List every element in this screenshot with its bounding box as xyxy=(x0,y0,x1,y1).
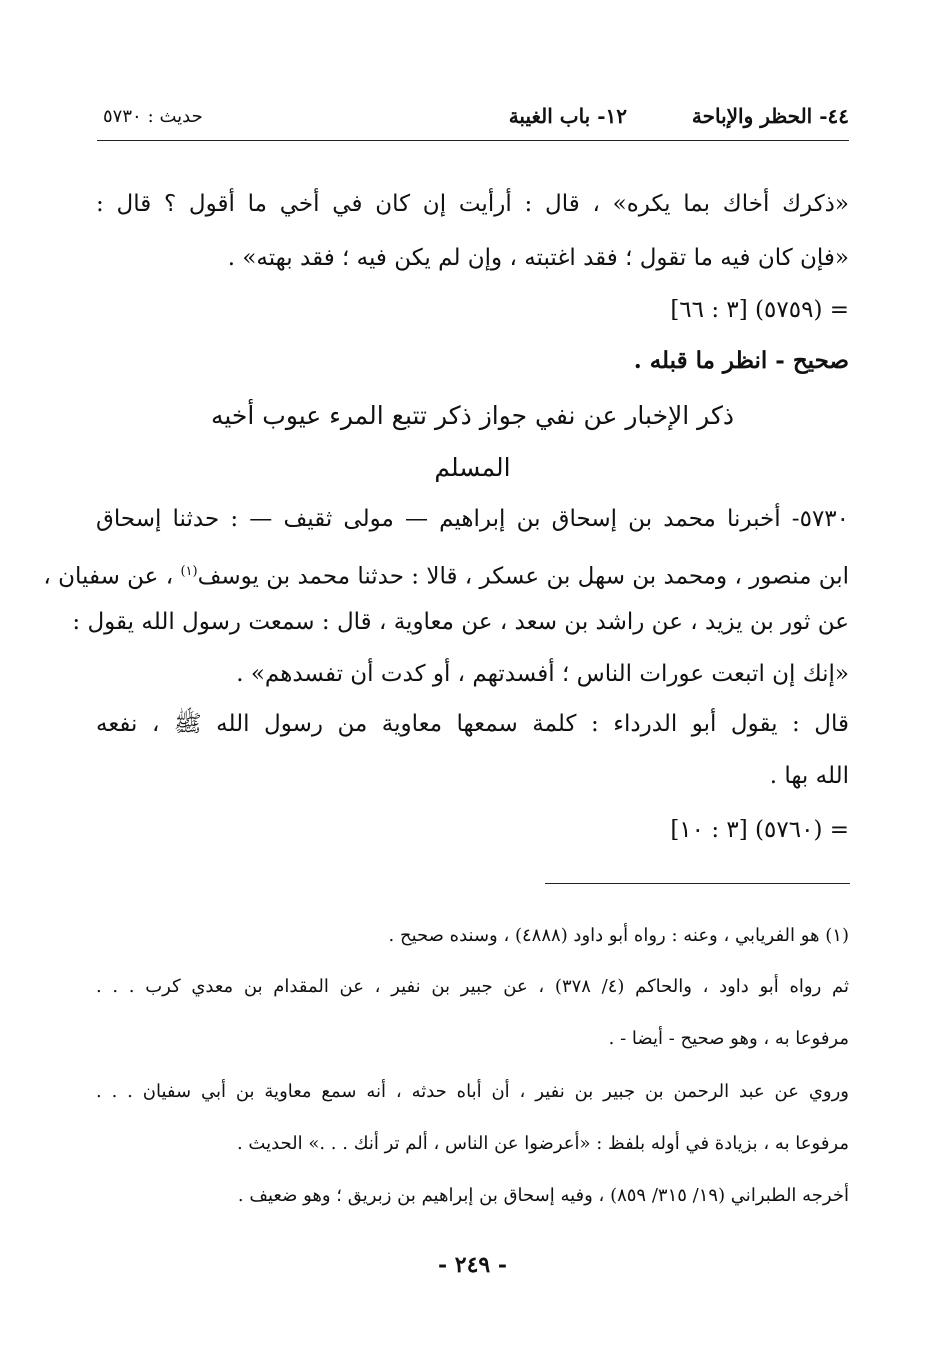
footnote-1: (١) هو الفريابي ، وعنه : رواه أبو داود (٤٨٨٨) ، وسنده صحيح . xyxy=(388,925,849,946)
hadith-reference: = (٥٧٦٠) [٣ : ١٠] xyxy=(670,817,849,843)
page-number: - ٢٤٩ - xyxy=(437,1252,508,1278)
section-title-line-1: ذكر الإخبار عن نفي جواز ذكر تتبع المرء عيوب أخيه xyxy=(210,401,735,430)
hadith-line-2 xyxy=(43,550,849,599)
hadith-line-2-text: ابن منصور ، ومحمد بن سهل بن عسكر ، قالا : حدثنا محمد بن يوسف xyxy=(197,563,849,590)
footnote-line-3: مرفوعا به ، وهو صحيح - أيضا - . xyxy=(608,1028,849,1049)
hadith-reference xyxy=(97,106,203,127)
hadith-line-1: ٥٧٣٠- أخبرنا محمد بن إسحاق بن إبراهيم — مولى ثقيف — : حدثنا إسحاق xyxy=(96,506,850,532)
hadith-number: ٥٧٣٠ xyxy=(103,106,142,127)
footnote-marker: (١) xyxy=(180,564,198,579)
prev-hadith-line-2: «فإن كان فيه ما تقول ؛ فقد اغتبته ، وإن لم يكن فيه ؛ فقد بهته» . xyxy=(227,245,849,271)
running-header xyxy=(97,100,849,141)
hadith-line-6: الله بها . xyxy=(769,763,849,789)
prev-hadith-grade: صحيح - انظر ما قبله . xyxy=(633,347,849,374)
section-title-line-2: المسلم xyxy=(434,453,511,482)
footnote-line-4: وروي عن عبد الرحمن بن جبير بن نفير ، أن أباه حدثه ، أنه سمع معاوية بن أبي سفيان . . . xyxy=(96,1081,849,1102)
hadith-label: حديث : xyxy=(147,106,203,127)
footnote-line-6: أخرجه الطبراني (١٩/ ٣١٥/ ٨٥٩) ، وفيه إسحاق بن إبراهيم بن زبريق ؛ وهو ضعيف . xyxy=(237,1185,849,1206)
prev-hadith-reference: = (٥٧٥٩) [٣ : ٦٦] xyxy=(670,297,849,323)
footnote-line-2: ثم رواه أبو داود ، والحاكم (٤/ ٣٧٨) ، عن جبير بن نفير ، عن المقدام بن معدي كرب . . . xyxy=(96,976,849,997)
chapter-title: ١٢- باب الغيبة xyxy=(508,104,627,128)
hadith-line-5: قال : يقول أبو الدرداء : كلمة سمعها معاوية من رسول الله ﷺ ، نفعه xyxy=(96,711,849,737)
book-title: ٤٤- الحظر والإباحة xyxy=(691,104,849,128)
footnote-separator xyxy=(545,883,850,884)
prev-hadith-line-1: «ذكرك أخاك بما يكره» ، قال : أرأيت إن كان في أخي ما أقول ؟ قال : xyxy=(96,191,849,217)
hadith-line-3: عن ثور بن يزيد ، عن راشد بن سعد ، عن معاوية ، قال : سمعت رسول الله يقول : xyxy=(72,609,849,635)
hadith-line-4: «إنك إن اتبعت عورات الناس ؛ أفسدتهم ، أو كدت أن تفسدهم» . xyxy=(236,661,849,687)
hadith-line-2-end: ، عن سفيان ، xyxy=(43,563,181,590)
footnote-line-5: مرفوعا به ، بزيادة في أوله بلفظ : «أعرضوا عن الناس ، ألم تر أنك . . .» الحديث . xyxy=(236,1133,849,1154)
